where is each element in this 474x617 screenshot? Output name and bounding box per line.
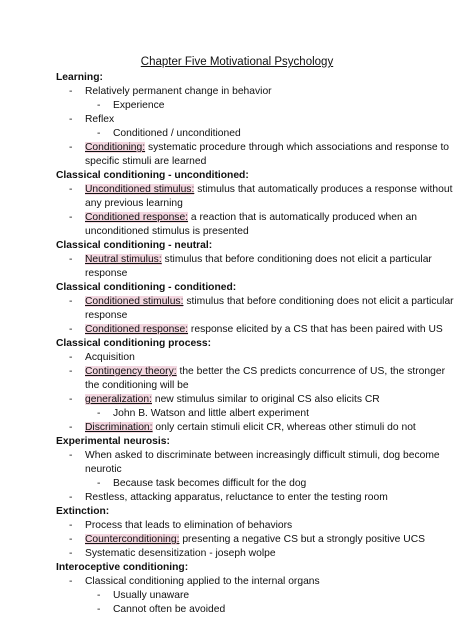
bullet-dash: - — [69, 366, 73, 377]
bullet-dash: - — [69, 296, 73, 307]
sub-bullet-item — [56, 99, 456, 113]
line-text: unconditioned stimulus is presented — [85, 226, 249, 237]
line-text: Restless, attacking apparatus, reluctance to enter the testing room — [85, 492, 388, 503]
sub-bullet-item — [56, 589, 456, 603]
bullet-dash: - — [69, 520, 73, 531]
bullet-item — [56, 85, 456, 99]
line-text: Cannot often be avoided — [113, 604, 226, 615]
bullet-dash: - — [69, 352, 73, 363]
bullet-item — [56, 421, 456, 435]
line-text: When asked to discriminate between increasingly difficult stimuli, dog become — [85, 450, 440, 461]
bullet-item — [56, 141, 456, 155]
line-text: stimulus that automatically produces a response without — [194, 184, 453, 195]
line-text: Classical conditioning - unconditioned: — [56, 170, 249, 181]
sub-bullet-item — [56, 477, 456, 491]
bullet-dash: - — [97, 478, 101, 489]
line-text: Classical conditioning - neutral: — [56, 240, 213, 251]
line-text: response — [85, 268, 128, 279]
section-heading — [56, 561, 456, 575]
sub-bullet-item — [56, 603, 456, 617]
bullet-continuation — [56, 463, 456, 477]
bullet-dash: - — [69, 212, 73, 223]
line-text: new stimulus similar to original CS also elicits CR — [151, 394, 380, 405]
bullet-item — [56, 211, 456, 225]
bullet-continuation — [56, 225, 456, 239]
line-text: stimulus that before conditioning does not elicit a particular — [183, 296, 454, 307]
bullet-dash: - — [69, 576, 73, 587]
bullet-dash: - — [97, 604, 101, 615]
line-text: the better the CS predicts concurrence of US, the stronger — [176, 366, 446, 377]
line-text: response elicited by a CS that has been paired with US — [188, 324, 443, 335]
bullet-item — [56, 491, 456, 505]
line-text: Extinction: — [56, 506, 110, 517]
bullet-continuation — [56, 379, 456, 393]
line-text: Systematic desensitization - joseph wolpe — [85, 548, 276, 559]
line-text: a reaction that is automatically produced when an — [188, 212, 418, 223]
section-heading — [56, 169, 456, 183]
bullet-dash: - — [69, 324, 73, 335]
bullet-dash: - — [69, 394, 73, 405]
line-text: Classical conditioning - conditioned: — [56, 282, 237, 293]
line-text: Relatively permanent change in behavior — [85, 86, 272, 97]
page-title: Chapter Five Motivational Psychology — [140, 56, 334, 68]
bullet-continuation — [56, 309, 456, 323]
bullet-dash: - — [97, 590, 101, 601]
line-text: Learning: — [56, 72, 103, 83]
line-text: Experimental neurosis: — [56, 436, 170, 447]
bullet-item — [56, 351, 456, 365]
line-text: Process that leads to elimination of behaviors — [85, 520, 293, 531]
bullet-dash: - — [69, 548, 73, 559]
line-text: any previous learning — [85, 198, 183, 209]
line-text: Reflex — [85, 114, 115, 125]
section-heading — [56, 71, 456, 85]
highlighted-term: Conditioning: — [85, 142, 146, 153]
highlighted-term: Conditioned response: — [85, 324, 189, 335]
sub-bullet-item — [56, 127, 456, 141]
line-text: specific stimuli are learned — [85, 156, 207, 167]
bullet-item — [56, 113, 456, 127]
bullet-dash: - — [69, 184, 73, 195]
highlighted-term: Discrimination: — [85, 422, 153, 433]
bullet-dash: - — [69, 254, 73, 265]
bullet-dash: - — [97, 100, 101, 111]
line-text: Interoceptive conditioning: — [56, 562, 189, 573]
section-heading — [56, 505, 456, 519]
line-text: Conditioned / unconditioned — [113, 128, 241, 139]
bullet-dash: - — [69, 534, 73, 545]
bullet-continuation — [56, 197, 456, 211]
bullet-item — [56, 393, 456, 407]
bullet-item — [56, 533, 456, 547]
line-text: Classical conditioning process: — [56, 338, 212, 349]
line-text: response — [85, 310, 128, 321]
bullet-item — [56, 575, 456, 589]
bullet-dash: - — [69, 114, 73, 125]
line-text: systematic procedure through which associations and response to — [145, 142, 450, 153]
section-heading — [56, 281, 456, 295]
bullet-dash: - — [97, 408, 101, 419]
section-heading — [56, 435, 456, 449]
line-text: presenting a negative CS but a strongly positive UCS — [179, 534, 425, 545]
bullet-dash: - — [97, 128, 101, 139]
line-text: only certain stimuli elicit CR, whereas other stimuli do not — [152, 422, 416, 433]
bullet-dash: - — [69, 492, 73, 503]
bullet-item — [56, 519, 456, 533]
line-text: Acquisition — [85, 352, 135, 363]
highlighted-term: Conditioned stimulus: — [85, 296, 184, 307]
section-heading — [56, 337, 456, 351]
line-text: Because task becomes difficult for the dog — [113, 478, 307, 489]
section-heading — [56, 239, 456, 253]
notes-content — [56, 71, 456, 617]
bullet-dash: - — [69, 450, 73, 461]
bullet-item — [56, 547, 456, 561]
bullet-item — [56, 323, 456, 337]
highlighted-term: Unconditioned stimulus: — [85, 184, 195, 195]
line-text: stimulus that before conditioning does not elicit a particular — [161, 254, 432, 265]
highlighted-term: generalization: — [85, 394, 152, 405]
highlighted-term: Counterconditioning: — [85, 534, 180, 545]
bullet-continuation — [56, 155, 456, 169]
sub-bullet-item — [56, 407, 456, 421]
highlighted-term: Neutral stimulus: — [85, 254, 162, 265]
bullet-item — [56, 183, 456, 197]
line-text: Experience — [113, 100, 165, 111]
line-text: the conditioning will be — [85, 380, 189, 391]
bullet-dash: - — [69, 142, 73, 153]
bullet-item — [56, 365, 456, 379]
bullet-dash: - — [69, 422, 73, 433]
line-text: Classical conditioning applied to the internal organs — [85, 576, 320, 587]
bullet-item — [56, 449, 456, 463]
line-text: neurotic — [85, 464, 122, 475]
bullet-continuation — [56, 267, 456, 281]
bullet-dash: - — [69, 86, 73, 97]
bullet-item — [56, 253, 456, 267]
bullet-item — [56, 295, 456, 309]
highlighted-term: Conditioned response: — [85, 212, 189, 223]
highlighted-term: Contingency theory: — [85, 366, 177, 377]
line-text: John B. Watson and little albert experiment — [113, 408, 309, 419]
line-text: Usually unaware — [113, 590, 190, 601]
